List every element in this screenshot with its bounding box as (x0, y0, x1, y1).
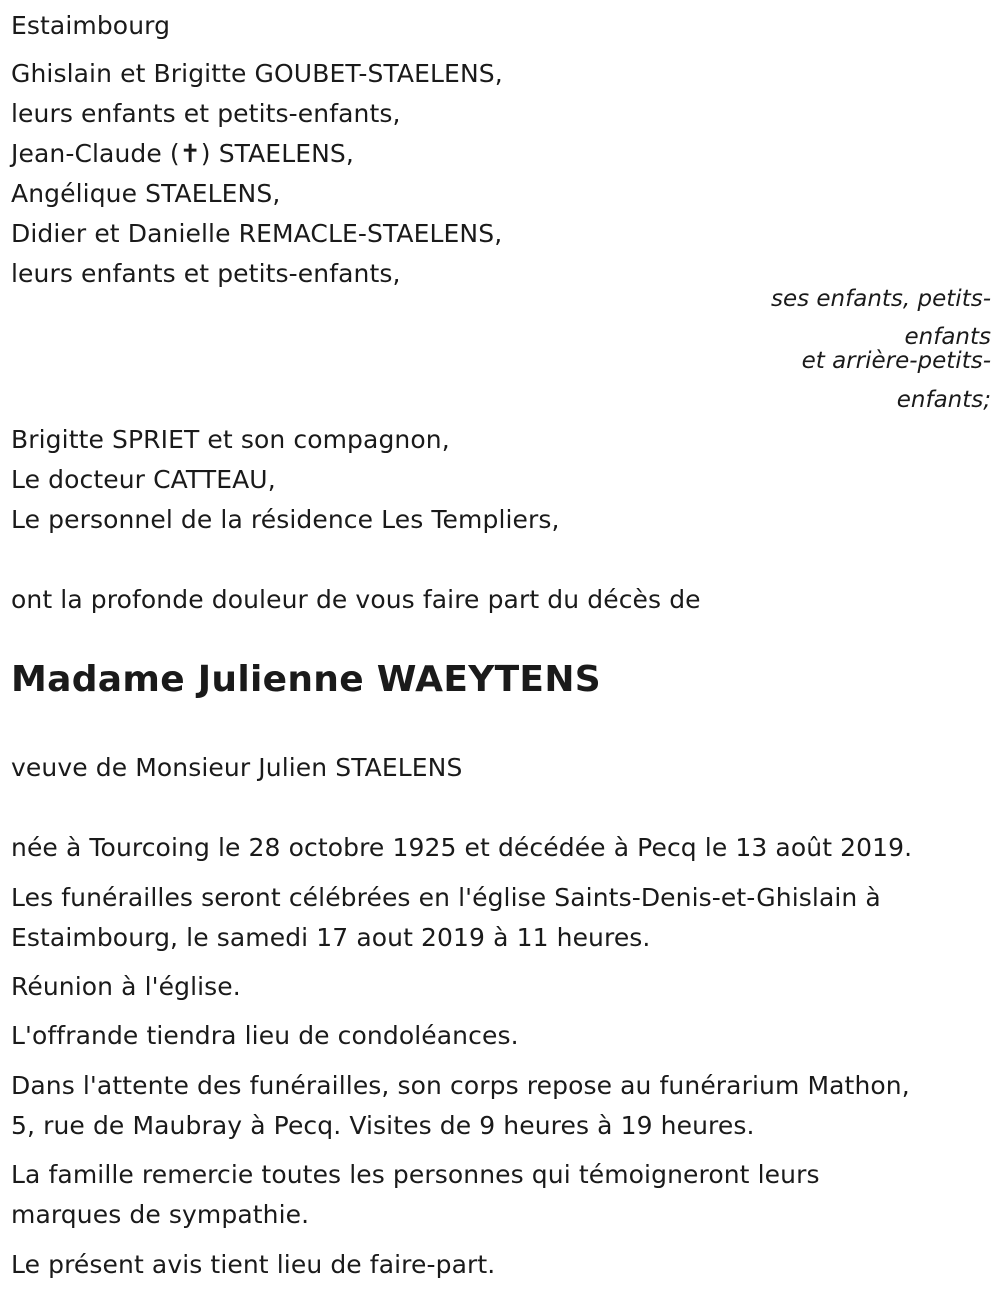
others-line: Le docteur CATTEAU, (11, 465, 276, 494)
family-line: Ghislain et Brigitte GOUBET-STAELENS, (11, 59, 503, 88)
widow-of-text: veuve de Monsieur Julien STAELENS (11, 753, 463, 782)
thanks-line: La famille remercie toutes les personnes qui témoigneront leurs (11, 1160, 820, 1189)
descendants-line: enfants; (896, 387, 991, 413)
family-line: Didier et Danielle REMACLE-STAELENS, (11, 219, 503, 248)
descendants-line: et arrière-petits- (801, 348, 991, 374)
funeral-line: Estaimbourg, le samedi 17 aout 2019 à 11 heures. (11, 923, 651, 952)
offering-text: L'offrande tiendra lieu de condoléances. (11, 1021, 519, 1050)
funeral-line: Les funérailles seront célébrées en l'église Saints-Denis-et-Ghislain à (11, 883, 881, 912)
family-line: Angélique STAELENS, (11, 179, 281, 208)
family-line: leurs enfants et petits-enfants, (11, 99, 401, 128)
place-name: Estaimbourg (11, 11, 171, 40)
others-line: Brigitte SPRIET et son compagnon, (11, 425, 450, 454)
announcement-text: ont la profonde douleur de vous faire part du décès de (11, 585, 701, 614)
descendants-line: enfants (904, 324, 991, 350)
birth-death-text: née à Tourcoing le 28 octobre 1925 et décédée à Pecq le 13 août 2019. (11, 833, 913, 862)
thanks-line: marques de sympathie. (11, 1200, 310, 1229)
family-line: leurs enfants et petits-enfants, (11, 259, 401, 288)
others-line: Le personnel de la résidence Les Templiers, (11, 505, 560, 534)
funerarium-line: 5, rue de Maubray à Pecq. Visites de 9 heures à 19 heures. (11, 1111, 755, 1140)
deceased-name: Madame Julienne WAEYTENS (11, 659, 601, 700)
meeting-text: Réunion à l'église. (11, 972, 241, 1001)
descendants-line: ses enfants, petits- (770, 286, 991, 312)
funerarium-line: Dans l'attente des funérailles, son corps repose au funérarium Mathon, (11, 1071, 910, 1100)
family-line: Jean-Claude (✝) STAELENS, (11, 139, 354, 168)
closing-text: Le présent avis tient lieu de faire-part. (11, 1250, 496, 1279)
